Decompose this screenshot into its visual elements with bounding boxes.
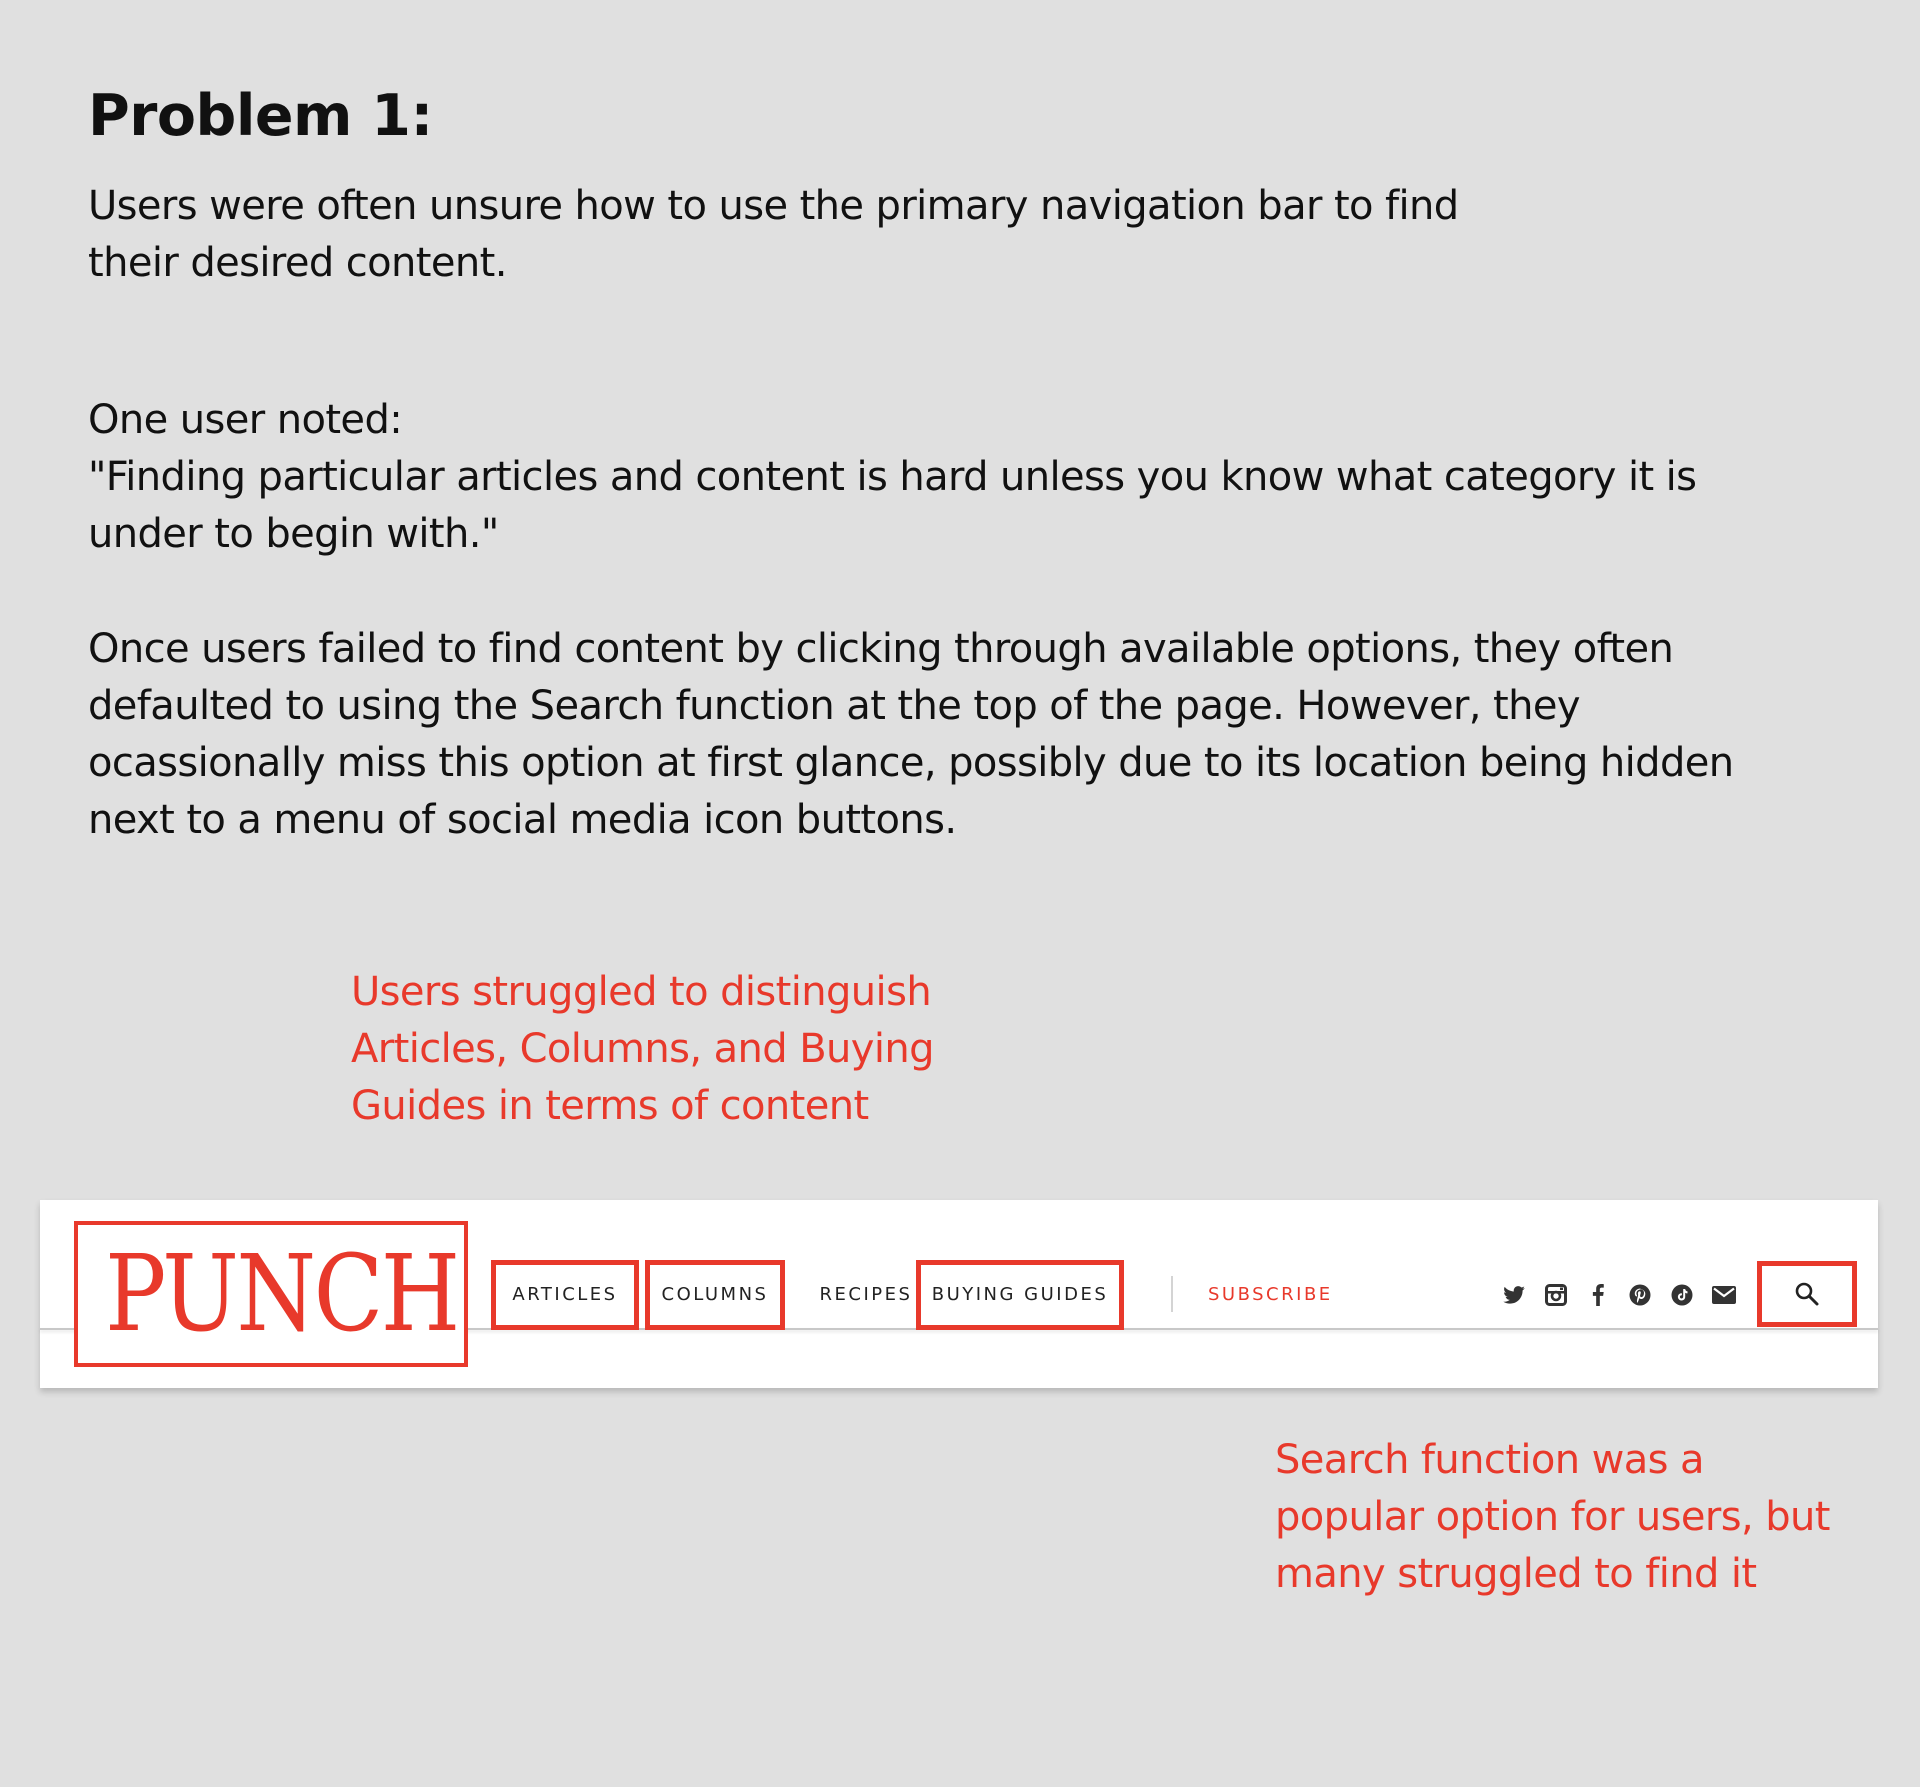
punch-logo[interactable] — [74, 1221, 468, 1367]
search-icon — [1794, 1281, 1820, 1307]
facebook-icon[interactable] — [1585, 1282, 1611, 1308]
tiktok-icon[interactable] — [1669, 1282, 1695, 1308]
nav-item-columns[interactable]: COLUMNS — [645, 1260, 785, 1330]
logo-text: PUNCH — [105, 1232, 458, 1355]
nav-annotation-line: Users struggled to distinguish — [351, 969, 932, 1015]
twitter-icon[interactable] — [1501, 1282, 1527, 1308]
nav-item-articles[interactable]: ARTICLES — [491, 1260, 639, 1330]
finding-line: Once users failed to find content by clicking through available options, they often — [88, 626, 1674, 672]
page-heading: Problem 1: — [88, 83, 433, 149]
intro-line: their desired content. — [88, 240, 507, 286]
search-button[interactable] — [1757, 1261, 1857, 1327]
pinterest-icon[interactable] — [1627, 1282, 1653, 1308]
site-navbar-screenshot — [40, 1200, 1878, 1388]
intro-paragraph — [88, 178, 1459, 292]
search-annotation-line: popular option for users, but — [1275, 1494, 1830, 1540]
quote-line: "Finding particular articles and content is hard unless you know what category it is — [88, 454, 1697, 500]
nav-annotation-line: Guides in terms of content — [351, 1083, 869, 1129]
nav-item-recipes[interactable]: RECIPES — [819, 1284, 913, 1305]
intro-line: Users were often unsure how to use the primary navigation bar to find — [88, 183, 1459, 229]
finding-line: defaulted to using the Search function at the top of the page. However, they — [88, 683, 1580, 729]
search-annotation — [1275, 1432, 1830, 1603]
quote-line: One user noted: — [88, 397, 403, 443]
user-quote-paragraph — [88, 392, 1696, 563]
nav-annotation-line: Articles, Columns, and Buying — [351, 1026, 934, 1072]
instagram-icon[interactable] — [1543, 1282, 1569, 1308]
email-icon[interactable] — [1711, 1282, 1737, 1308]
search-annotation-line: Search function was a — [1275, 1437, 1704, 1483]
quote-line: under to begin with." — [88, 511, 499, 557]
finding-line: next to a menu of social media icon buttons. — [88, 797, 957, 843]
nav-separator — [1171, 1276, 1173, 1312]
nav-annotation — [351, 964, 934, 1135]
finding-line: ocassionally miss this option at first glance, possibly due to its location being hidden — [88, 740, 1734, 786]
search-annotation-line: many struggled to find it — [1275, 1551, 1757, 1597]
nav-item-buying-guides[interactable]: BUYING GUIDES — [916, 1260, 1124, 1330]
subscribe-link[interactable]: SUBSCRIBE — [1208, 1284, 1333, 1305]
finding-paragraph — [88, 621, 1734, 849]
